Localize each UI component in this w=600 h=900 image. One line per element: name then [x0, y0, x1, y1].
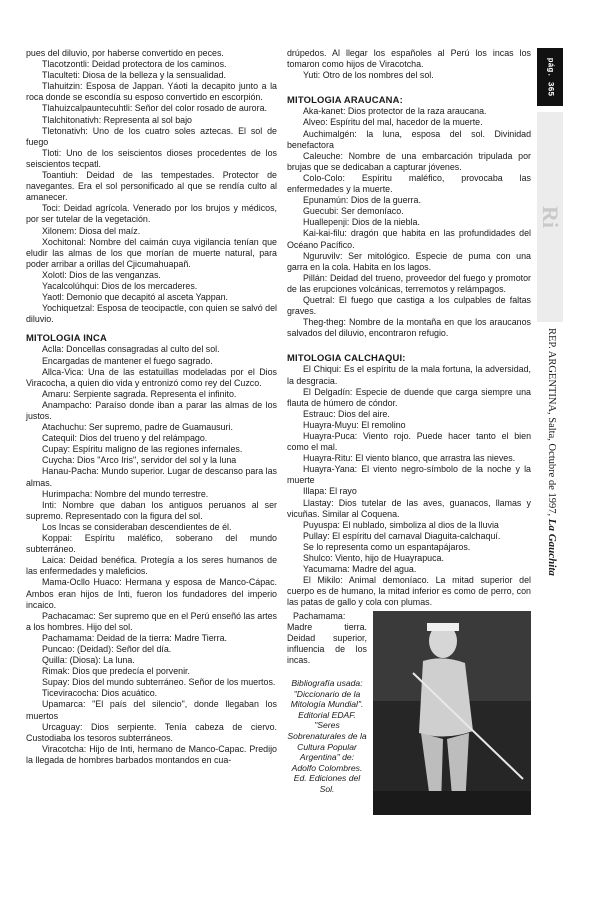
calchaqui-entry: Huayra-Muyu: El remolino [303, 419, 406, 430]
entry: Tlalchitonativh: Representa al sol bajo [42, 114, 192, 125]
section-heading-araucana: MITOLOGIA ARAUCANA: [287, 94, 403, 106]
page-number-box [537, 48, 563, 106]
entry: Xolotl: Dios de las venganzas. [42, 269, 161, 280]
section-heading-inca: MITOLOGIA INCA [26, 332, 107, 344]
entry: Yochiquetzal: Esposa de teocipactle, con quien se salvó del diluvio. [26, 303, 277, 325]
araucana-entry: Epunamún: Dios de la guerra. [303, 195, 421, 206]
inca-entry: Puncao: (Deidad): Señor del día. [42, 643, 172, 654]
page-sidebar [537, 48, 567, 838]
sidebar-decoration-glyph: Ri [538, 206, 563, 228]
entry: Tlaculteti: Diosa de la belleza y la sensualidad. [42, 70, 227, 81]
calchaqui-entry: El Chiqui: Es el espíritu de la mala fortuna, la adversidad, la desgracia. [287, 364, 531, 386]
araucana-entry: Quetral: El fuego que castiga a los culpables de faltas graves. [287, 294, 531, 317]
araucana-entry: Auchimalgén: la luna, esposa del sol. Divinidad benefactora [287, 128, 531, 150]
araucana-entry: Huallepenji: Dios de la niebla. [303, 217, 420, 228]
sidebar-decoration [537, 112, 563, 322]
right-intro-entries [287, 48, 531, 81]
inca-entry: Cupay: Espíritu maligno de las regiones infernales. [42, 444, 243, 455]
calchaqui-entry: El Mikilo: Animal demoníaco. La mitad superior del cuerpo es de humano, la mitad inferior es como de perro, con las patas de gallo y cola con plumas. [287, 575, 531, 608]
inca-entry: Ticeviracocha: Dios acuático. [42, 688, 158, 699]
inca-entry: Rimak: Dios que predecía el porvenir. [42, 666, 190, 677]
calchaqui-entry: Illapa: El rayo [303, 486, 357, 497]
bibliography-item: "Diccionario de la Mitología Mundial". Editorial EDAF. [290, 688, 364, 720]
entry: Tlacotzontli: Deidad protectora de los caminos. [42, 59, 227, 70]
running-head [546, 328, 558, 576]
inca-entry: Allca-Vica: Una de las estatuillas modeladas por el Dios Viracocha, a quien dio vida y entronizó como rey del Cuzco. [26, 366, 277, 388]
section-heading-calchaqui: MITOLOGIA CALCHAQUI: [287, 352, 406, 364]
bibliography [287, 678, 367, 795]
inca-entries [26, 344, 277, 766]
calchaqui-entry: Llastay: Dios tutelar de las aves, guanacos, llamas y vicuñas. Similar al Coquena. [287, 497, 531, 519]
calchaqui-entry: Puyuspa: El nublado, simboliza al dios de la lluvia [303, 519, 499, 530]
inca-entry: Amaru: Serpiente sagrada. Representa el infinito. [42, 388, 237, 399]
entry: Toantiuh: Deidad de las tempestades. Protector de navegantes. Era el sol personificado al que se rendía culto al amanecer. [26, 170, 277, 203]
inca-entry: Upamarca: "El país del silencio", donde llegaban los muertos [26, 699, 277, 721]
entry: drúpedos. Al llegar los españoles al Perú los incas los tomaron como hijos de Viracotcha. [287, 48, 531, 70]
calchaqui-entry: Pullay: El espíritu del carnaval Diaguita-calchaquí. [303, 530, 501, 541]
page-number: pág. 365 [545, 57, 555, 97]
entry: Xilonem: Diosa del maíz. [42, 225, 141, 236]
publication-name: La Gauchita [546, 518, 558, 576]
inca-entry: Supay: Dios del mundo subterráneo. Señor de los muertos. [42, 677, 276, 688]
araucana-entry: Kai-kai-filu: dragón que habita en las profundidades del Océano Pacífico. [287, 228, 531, 250]
araucana-entry: Theg-theg: Nombre de la montaña en que los araucanos salvados del diluvio, encontraron refugio. [287, 317, 531, 339]
entry: Yaotl: Demonio que decapitó al asceta Yappan. [42, 292, 229, 303]
bibliography-item: "Seres Sobrenaturales de la Cultura Popular Argentina" de: Adolfo Colombres. Ed. Ediciones del Sol. [287, 720, 367, 794]
calchaqui-entry: Huayra-Yana: El viento negro-símbolo de la noche y la muerte [287, 464, 531, 486]
araucana-entry: Alveo: Espíritu del mal, hacedor de la muerte. [303, 117, 483, 128]
inca-entry: Encargadas de mantener el fuego sagrado. [42, 355, 213, 366]
araucana-entry: Colo-Colo: Espíritu maléfico, provocaba las enfermedades y la muerte. [287, 172, 531, 195]
calchaqui-entry: Estrauc: Dios del aire. [303, 408, 390, 419]
calchaqui-entry: Yacumama: Madre del agua. [303, 564, 417, 575]
entry: Xochitonal: Nombre del caimán cuya vigilancia tenían que eludir las almas de los que morían de muerte natural, para poder arribar a orillas del Cjicumahuapañ. [26, 236, 277, 269]
inca-entry: Mama-Ocllo Huaco: Hermana y esposa de Manco-Cápac. Ambos eran hijos de Inti, fueron los fundadores del imperio incaico. [26, 577, 277, 610]
inca-entry: Urcaguay: Dios serpiente. Tenía cabeza de ciervo. Custodiaba los tesoros subterráneos. [26, 721, 277, 743]
calchaqui-entries [287, 364, 531, 608]
pachamama-entry: Pachamama: Madre tierra. Deidad superior, influencia de los incas. [287, 610, 367, 665]
left-intro-entries [26, 48, 277, 325]
right-column [287, 48, 531, 815]
araucana-entry: Pillán: Deidad del trueno, proveedor del fuego y promotor de las erupciones volcánicas, terremotos y relámpagos. [287, 272, 531, 294]
inca-entry: Hurimpacha: Nombre del mundo terrestre. [42, 488, 209, 499]
bibliography-title: Bibliografía usada: [291, 677, 363, 688]
native-man-photo [373, 611, 531, 815]
photo-caption [287, 611, 367, 795]
calchaqui-entry: Se lo representa como un espantapájaros. [303, 541, 471, 552]
native-man-figure [373, 611, 531, 815]
entry: pues del diluvio, por haberse convertido en peces. [26, 48, 224, 58]
inca-entry: Catequil: Dios del trueno y del relámpago. [42, 433, 208, 444]
entry: Tloti: Uno de los seiscientos dioses procedentes de los seiscientos tecpatl. [26, 147, 277, 169]
araucana-entry: Guecubi: Ser demoníaco. [303, 206, 404, 217]
entry: Toci: Deidad agrícola. Venerado por los brujos y médicos, por ser tutelar de la vegetación. [26, 203, 277, 225]
inca-entry: Laica: Deidad benéfica. Protegía a los seres humanos de las enfermedades y maleficios. [26, 555, 277, 577]
inca-entry: Anampacho: Paraíso donde iban a parar las almas de los justos. [26, 399, 277, 421]
running-head-text: REP. ARGENTINA, Salta, Octubre de 1997, [546, 328, 557, 517]
araucana-entry: Aka-kanet: Dios protector de la raza araucana. [303, 106, 487, 117]
photo-block [287, 611, 531, 815]
inca-entry: Aclla: Doncellas consagradas al culto del sol. [42, 344, 220, 355]
inca-entry: Inti: Nombre que daban los antiguos peruanos al ser supremo. Representado con la figura del sol. [26, 499, 277, 521]
inca-entry: Pachacamac: Ser supremo que en el Perú enseñó las artes a los hombres. Hijo del sol. [26, 610, 277, 632]
inca-entry: Koppai: Espíritu maléfico, soberano del mundo subterráneo. [26, 533, 277, 555]
inca-entry: Viracotcha: Hijo de Inti, hermano de Manco-Capac. Predijo la llegada de hombres barbados montandos en cua- [26, 743, 277, 765]
inca-entry: Cuycha: Dios "Arco Iris", servidor del sol y la luna [42, 455, 237, 466]
araucana-entry: Caleuche: Nombre de una embarcación tripulada por brujas que se dedicaban a capturar jóvenes. [287, 150, 531, 172]
calchaqui-entry: Huayra-Ritu: El viento blanco, que arrastra las nieves. [303, 453, 516, 464]
inca-entry: Atachuchu: Ser supremo, padre de Guamausuri. [42, 422, 233, 433]
araucana-entries [287, 106, 531, 339]
entry: Yacalcolúhqui: Dios de los mercaderes. [42, 280, 198, 291]
entry: Tletonativh: Uno de los cuatro soles aztecas. El sol de fuego [26, 125, 277, 147]
entry: Yuti: Otro de los nombres del sol. [303, 70, 434, 81]
entry: Tlahuitzin: Esposa de Jappan. Yáoti la decapito junto a la roca donde se escondía su esposo convertido en escorpión. [26, 81, 277, 103]
left-column [26, 48, 277, 766]
calchaqui-entry: Shulco: Viento, hijo de Huayrapuca. [303, 553, 444, 564]
inca-entry: Los Incas se consideraban descendientes de él. [42, 521, 232, 532]
entry: Tlahuizcalpauntecuhtli: Señor del color rosado de aurora. [42, 103, 267, 114]
calchaqui-entry: Huayra-Puca: Viento rojo. Puede hacer tanto el bien como el mal. [287, 431, 531, 453]
araucana-entry: Nguruvilv: Ser mitológico. Especie de puma con una garra en la cola. Habita en los lagos. [287, 250, 531, 272]
calchaqui-entry: El Delgadín: Especie de duende que carga siempre una flauta de húmero de cóndor. [287, 386, 531, 408]
inca-entry: Hanau-Pacha: Mundo superior. Lugar de descanso para las almas. [26, 466, 277, 488]
inca-entry: Quilla: (Diosa): La luna. [42, 655, 135, 666]
inca-entry: Pachamama: Deidad de la tierra: Madre Tierra. [42, 632, 227, 643]
